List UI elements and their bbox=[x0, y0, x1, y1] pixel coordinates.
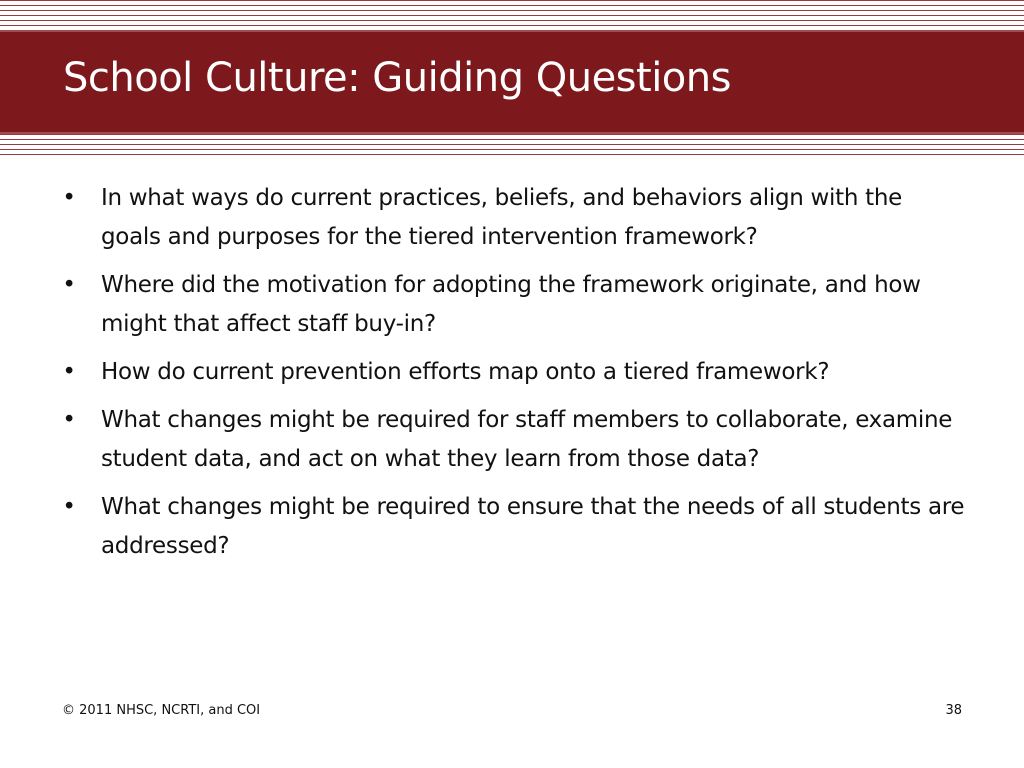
bullet-text: In what ways do current practices, beliefs, and behaviors align with the goals and purposes for the tiered intervention framework? bbox=[101, 185, 902, 250]
bullet-text: What changes might be required for staff members to collaborate, examine student data, and act on what they learn from those data? bbox=[101, 407, 953, 472]
list-item bbox=[58, 179, 968, 257]
bullet-icon: • bbox=[62, 272, 76, 298]
bullet-icon: • bbox=[62, 359, 76, 385]
footer-copyright: © 2011 NHSC, NCRTI, and COI bbox=[62, 703, 261, 718]
page-number: 38 bbox=[945, 703, 962, 718]
slide-title: School Culture: Guiding Questions bbox=[63, 55, 731, 101]
bullet-text: Where did the motivation for adopting the framework originate, and how might that affect staff buy-in? bbox=[101, 272, 921, 337]
list-item bbox=[58, 353, 968, 392]
bullet-icon: • bbox=[62, 185, 76, 211]
list-item bbox=[58, 401, 968, 479]
top-stripe-pattern bbox=[0, 0, 1024, 30]
question-list bbox=[58, 179, 968, 575]
bullet-text: How do current prevention efforts map onto a tiered framework? bbox=[101, 359, 830, 385]
bullet-icon: • bbox=[62, 494, 76, 520]
list-item bbox=[58, 266, 968, 344]
title-underline-stripes bbox=[0, 134, 1024, 156]
bullet-text: What changes might be required to ensure that the needs of all students are addressed? bbox=[101, 494, 965, 559]
list-item bbox=[58, 488, 968, 566]
bullet-icon: • bbox=[62, 407, 76, 433]
